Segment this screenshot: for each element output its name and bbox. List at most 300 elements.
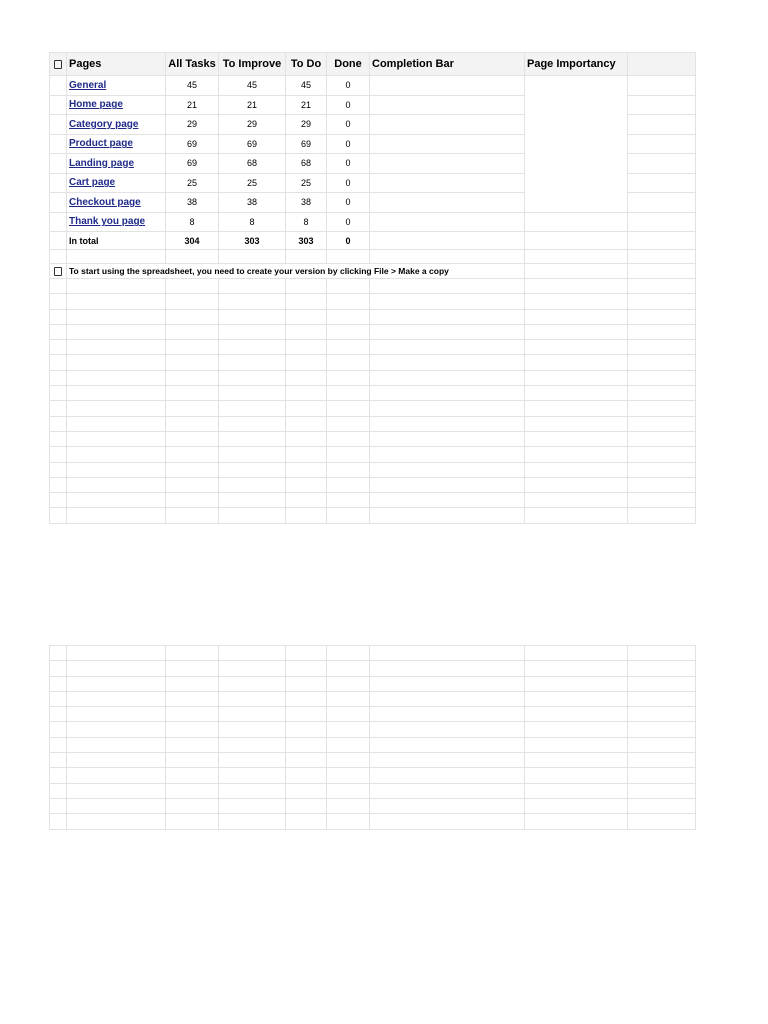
empty-cell[interactable] (286, 355, 327, 370)
empty-cell[interactable] (166, 691, 219, 706)
empty-cell[interactable] (50, 386, 67, 401)
empty-cell (628, 154, 696, 174)
empty-cell[interactable] (327, 676, 370, 691)
empty-cell[interactable] (67, 707, 166, 722)
empty-cell[interactable] (370, 477, 525, 492)
empty-cell[interactable] (327, 493, 370, 508)
empty-cell[interactable] (525, 477, 628, 492)
empty-cell[interactable] (628, 294, 696, 309)
empty-cell[interactable] (525, 324, 628, 339)
empty-cell[interactable] (628, 370, 696, 385)
empty-cell[interactable] (525, 783, 628, 798)
empty-cell[interactable] (628, 416, 696, 431)
empty-cell[interactable] (166, 431, 219, 446)
page-link[interactable]: Checkout page (69, 196, 141, 208)
empty-cell[interactable] (286, 309, 327, 324)
empty-cell[interactable] (628, 798, 696, 813)
empty-cell[interactable] (219, 722, 286, 737)
empty-cell[interactable] (327, 508, 370, 523)
empty-cell[interactable] (327, 783, 370, 798)
empty-cell[interactable] (50, 737, 67, 752)
empty-cell[interactable] (525, 447, 628, 462)
empty-cell[interactable] (370, 661, 525, 676)
empty-cell[interactable] (525, 309, 628, 324)
empty-cell[interactable] (166, 676, 219, 691)
empty-cell[interactable] (166, 294, 219, 309)
empty-cell[interactable] (370, 416, 525, 431)
empty-cell[interactable] (219, 447, 286, 462)
empty-cell[interactable] (166, 707, 219, 722)
empty-cell[interactable] (525, 370, 628, 385)
empty-cell[interactable] (166, 508, 219, 523)
empty-cell[interactable] (219, 661, 286, 676)
empty-cell[interactable] (166, 477, 219, 492)
empty-cell[interactable] (286, 661, 327, 676)
empty-cell[interactable] (50, 324, 67, 339)
empty-cell[interactable] (370, 294, 525, 309)
completion-bar-cell (370, 173, 525, 193)
empty-cell[interactable] (327, 753, 370, 768)
empty-cell[interactable] (50, 250, 67, 264)
header-completion-bar: Completion Bar (370, 53, 525, 76)
empty-cell[interactable] (286, 707, 327, 722)
empty-row (50, 646, 696, 661)
empty-cell[interactable] (525, 753, 628, 768)
empty-cell[interactable] (286, 370, 327, 385)
empty-cell[interactable] (50, 340, 67, 355)
empty-cell[interactable] (219, 462, 286, 477)
empty-cell[interactable] (525, 279, 628, 294)
empty-cell[interactable] (327, 355, 370, 370)
page-name-cell (67, 134, 166, 154)
empty-cell[interactable] (525, 707, 628, 722)
empty-cell[interactable] (327, 462, 370, 477)
empty-cell[interactable] (219, 370, 286, 385)
empty-cell[interactable] (219, 250, 286, 264)
empty-cell[interactable] (286, 324, 327, 339)
empty-cell[interactable] (327, 309, 370, 324)
empty-cell[interactable] (628, 447, 696, 462)
empty-cell[interactable] (67, 768, 166, 783)
empty-cell[interactable] (286, 737, 327, 752)
empty-cell[interactable] (219, 324, 286, 339)
page-link[interactable]: Cart page (69, 177, 116, 189)
empty-cell[interactable] (166, 250, 219, 264)
empty-cell[interactable] (525, 691, 628, 706)
page-link[interactable]: Thank you page (69, 216, 146, 228)
empty-cell[interactable] (219, 691, 286, 706)
empty-cell[interactable] (219, 798, 286, 813)
empty-cell[interactable] (628, 340, 696, 355)
empty-cell[interactable] (628, 722, 696, 737)
empty-cell[interactable] (525, 355, 628, 370)
empty-cell[interactable] (525, 661, 628, 676)
page-link[interactable]: Landing page (69, 157, 134, 169)
empty-cell[interactable] (219, 753, 286, 768)
empty-cell[interactable] (219, 294, 286, 309)
empty-cell[interactable] (370, 737, 525, 752)
checkbox-icon[interactable] (54, 267, 62, 276)
empty-cell[interactable] (50, 722, 67, 737)
row-gutter-cell (50, 134, 67, 154)
empty-cell[interactable] (286, 722, 327, 737)
empty-cell[interactable] (628, 386, 696, 401)
empty-cell[interactable] (67, 737, 166, 752)
empty-cell[interactable] (286, 814, 327, 829)
to-do-cell: 69 (286, 134, 327, 154)
page-name-cell (67, 95, 166, 115)
empty-cell[interactable] (628, 279, 696, 294)
completion-bar-cell (370, 76, 525, 96)
empty-cell[interactable] (67, 493, 166, 508)
empty-cell[interactable] (327, 646, 370, 661)
empty-cell (525, 264, 628, 279)
empty-cell[interactable] (370, 783, 525, 798)
empty-cell[interactable] (67, 814, 166, 829)
empty-cell[interactable] (370, 646, 525, 661)
empty-cell[interactable] (219, 493, 286, 508)
empty-cell[interactable] (67, 676, 166, 691)
empty-cell[interactable] (525, 401, 628, 416)
empty-cell[interactable] (525, 431, 628, 446)
empty-cell[interactable] (628, 401, 696, 416)
empty-cell[interactable] (286, 431, 327, 446)
empty-cell[interactable] (67, 370, 166, 385)
empty-cell[interactable] (327, 370, 370, 385)
empty-cell[interactable] (628, 508, 696, 523)
empty-cell[interactable] (525, 250, 628, 264)
empty-cell[interactable] (166, 370, 219, 385)
empty-cell[interactable] (327, 431, 370, 446)
empty-cell[interactable] (67, 324, 166, 339)
empty-cell[interactable] (286, 798, 327, 813)
empty-cell[interactable] (50, 661, 67, 676)
empty-cell[interactable] (327, 768, 370, 783)
empty-cell[interactable] (67, 250, 166, 264)
empty-cell[interactable] (370, 250, 525, 264)
empty-cell[interactable] (370, 707, 525, 722)
empty-cell[interactable] (628, 737, 696, 752)
empty-cell[interactable] (327, 324, 370, 339)
empty-cell[interactable] (370, 814, 525, 829)
empty-cell[interactable] (219, 416, 286, 431)
empty-cell[interactable] (67, 386, 166, 401)
empty-cell[interactable] (67, 661, 166, 676)
empty-cell[interactable] (219, 401, 286, 416)
empty-cell[interactable] (286, 768, 327, 783)
done-cell: 0 (327, 173, 370, 193)
empty-cell[interactable] (219, 309, 286, 324)
empty-cell[interactable] (628, 324, 696, 339)
empty-cell[interactable] (67, 309, 166, 324)
empty-cell[interactable] (628, 250, 696, 264)
empty-cell[interactable] (166, 646, 219, 661)
empty-cell[interactable] (166, 493, 219, 508)
empty-cell[interactable] (525, 462, 628, 477)
empty-cell[interactable] (628, 676, 696, 691)
total-label: In total (67, 232, 166, 250)
note-checkbox-cell[interactable] (50, 264, 67, 279)
empty-cell[interactable] (628, 355, 696, 370)
empty-cell[interactable] (286, 783, 327, 798)
empty-cell[interactable] (525, 814, 628, 829)
empty-cell[interactable] (628, 814, 696, 829)
empty-cell[interactable] (370, 493, 525, 508)
empty-cell[interactable] (166, 783, 219, 798)
empty-cell[interactable] (628, 309, 696, 324)
empty-cell[interactable] (327, 279, 370, 294)
empty-cell[interactable] (166, 814, 219, 829)
empty-cell[interactable] (219, 279, 286, 294)
empty-cell[interactable] (327, 447, 370, 462)
empty-cell[interactable] (50, 691, 67, 706)
empty-cell[interactable] (50, 401, 67, 416)
empty-cell[interactable] (219, 707, 286, 722)
empty-cell[interactable] (219, 355, 286, 370)
empty-cell[interactable] (327, 340, 370, 355)
empty-cell[interactable] (219, 646, 286, 661)
empty-cell[interactable] (628, 477, 696, 492)
empty-cell[interactable] (67, 646, 166, 661)
page-name-cell (67, 173, 166, 193)
empty-cell[interactable] (370, 447, 525, 462)
empty-cell[interactable] (286, 447, 327, 462)
empty-cell[interactable] (370, 279, 525, 294)
empty-cell[interactable] (50, 768, 67, 783)
empty-cell[interactable] (67, 340, 166, 355)
empty-cell[interactable] (166, 737, 219, 752)
empty-cell[interactable] (50, 309, 67, 324)
empty-cell[interactable] (327, 250, 370, 264)
to-improve-cell: 69 (219, 134, 286, 154)
empty-cell[interactable] (370, 386, 525, 401)
empty-cell[interactable] (327, 737, 370, 752)
empty-cell[interactable] (166, 753, 219, 768)
empty-cell[interactable] (628, 783, 696, 798)
empty-cell[interactable] (67, 798, 166, 813)
empty-cell[interactable] (327, 294, 370, 309)
empty-cell[interactable] (67, 355, 166, 370)
empty-cell[interactable] (67, 431, 166, 446)
empty-cell[interactable] (370, 401, 525, 416)
empty-cell[interactable] (67, 416, 166, 431)
empty-row (50, 691, 696, 706)
empty-cell[interactable] (67, 447, 166, 462)
empty-cell[interactable] (628, 768, 696, 783)
page-link[interactable]: Product page (69, 138, 133, 150)
row-gutter-cell (50, 76, 67, 96)
empty-cell[interactable] (166, 355, 219, 370)
empty-cell[interactable] (370, 462, 525, 477)
empty-cell[interactable] (286, 386, 327, 401)
empty-cell[interactable] (67, 462, 166, 477)
empty-cell[interactable] (219, 814, 286, 829)
empty-cell[interactable] (219, 783, 286, 798)
empty-cell[interactable] (166, 447, 219, 462)
empty-cell[interactable] (327, 691, 370, 706)
empty-cell[interactable] (327, 401, 370, 416)
done-cell: 0 (327, 212, 370, 232)
empty-cell[interactable] (525, 416, 628, 431)
empty-cell[interactable] (50, 783, 67, 798)
empty-cell[interactable] (370, 676, 525, 691)
empty-cell[interactable] (370, 355, 525, 370)
empty-cell[interactable] (67, 508, 166, 523)
empty-cell[interactable] (628, 431, 696, 446)
completion-bar-cell (370, 134, 525, 154)
empty-cell[interactable] (166, 798, 219, 813)
empty-cell[interactable] (370, 431, 525, 446)
empty-cell[interactable] (286, 250, 327, 264)
empty-cell[interactable] (219, 386, 286, 401)
empty-cell[interactable] (327, 661, 370, 676)
empty-cell[interactable] (370, 324, 525, 339)
empty-cell[interactable] (370, 309, 525, 324)
empty-cell[interactable] (286, 416, 327, 431)
empty-cell[interactable] (166, 462, 219, 477)
empty-cell[interactable] (286, 493, 327, 508)
empty-cell[interactable] (50, 707, 67, 722)
empty-cell[interactable] (327, 707, 370, 722)
header-checkbox-cell[interactable] (50, 53, 67, 76)
empty-cell[interactable] (166, 401, 219, 416)
empty-cell[interactable] (370, 508, 525, 523)
empty-cell[interactable] (219, 768, 286, 783)
empty-cell[interactable] (50, 798, 67, 813)
empty-cell[interactable] (166, 279, 219, 294)
empty-cell[interactable] (327, 722, 370, 737)
empty-cell[interactable] (67, 691, 166, 706)
empty-cell[interactable] (327, 477, 370, 492)
empty-cell (628, 193, 696, 213)
empty-cell[interactable] (286, 753, 327, 768)
empty-cell[interactable] (166, 768, 219, 783)
empty-cell[interactable] (628, 691, 696, 706)
empty-cell[interactable] (166, 340, 219, 355)
empty-cell[interactable] (327, 416, 370, 431)
empty-cell[interactable] (525, 493, 628, 508)
empty-cell[interactable] (50, 676, 67, 691)
empty-cell[interactable] (50, 431, 67, 446)
page-link[interactable]: Home page (69, 99, 123, 111)
header-page-importancy: Page Importancy (525, 53, 628, 76)
empty-cell[interactable] (286, 340, 327, 355)
empty-cell[interactable] (67, 294, 166, 309)
empty-cell[interactable] (628, 462, 696, 477)
row-gutter-cell (50, 193, 67, 213)
empty-cell[interactable] (370, 798, 525, 813)
empty-cell[interactable] (219, 676, 286, 691)
empty-cell[interactable] (50, 493, 67, 508)
empty-cell[interactable] (67, 401, 166, 416)
empty-cell[interactable] (628, 753, 696, 768)
empty-cell[interactable] (286, 401, 327, 416)
empty-cell[interactable] (286, 477, 327, 492)
empty-cell[interactable] (525, 508, 628, 523)
empty-cell[interactable] (50, 646, 67, 661)
empty-cell[interactable] (50, 814, 67, 829)
empty-cell[interactable] (327, 386, 370, 401)
empty-cell[interactable] (67, 753, 166, 768)
empty-cell[interactable] (370, 722, 525, 737)
empty-cell[interactable] (370, 340, 525, 355)
page-link[interactable]: Category page (69, 118, 139, 130)
empty-cell[interactable] (67, 477, 166, 492)
empty-cell[interactable] (286, 691, 327, 706)
empty-cell[interactable] (286, 646, 327, 661)
empty-row (50, 370, 696, 385)
empty-cell[interactable] (67, 279, 166, 294)
empty-cell[interactable] (525, 386, 628, 401)
empty-cell[interactable] (370, 691, 525, 706)
empty-cell[interactable] (286, 462, 327, 477)
empty-cell[interactable] (50, 370, 67, 385)
empty-cell[interactable] (50, 753, 67, 768)
empty-cell[interactable] (166, 324, 219, 339)
empty-cell[interactable] (286, 508, 327, 523)
empty-cell[interactable] (628, 646, 696, 661)
empty-cell[interactable] (327, 814, 370, 829)
empty-cell[interactable] (67, 722, 166, 737)
empty-cell[interactable] (50, 279, 67, 294)
empty-cell[interactable] (525, 722, 628, 737)
empty-cell[interactable] (370, 370, 525, 385)
empty-cell[interactable] (50, 508, 67, 523)
empty-cell[interactable] (525, 676, 628, 691)
empty-cell[interactable] (628, 707, 696, 722)
empty-cell[interactable] (50, 294, 67, 309)
empty-cell[interactable] (166, 416, 219, 431)
empty-cell[interactable] (286, 294, 327, 309)
checkbox-icon[interactable] (54, 60, 62, 69)
empty-cell[interactable] (166, 309, 219, 324)
empty-cell[interactable] (327, 798, 370, 813)
empty-cell[interactable] (50, 462, 67, 477)
empty-cell[interactable] (370, 768, 525, 783)
empty-cell[interactable] (67, 783, 166, 798)
page-link[interactable]: General (69, 79, 107, 91)
empty-cell[interactable] (219, 340, 286, 355)
empty-cell[interactable] (50, 355, 67, 370)
empty-cell[interactable] (525, 768, 628, 783)
all-tasks-cell: 21 (166, 95, 219, 115)
empty-cell[interactable] (219, 508, 286, 523)
empty-cell[interactable] (166, 386, 219, 401)
empty-cell[interactable] (219, 737, 286, 752)
empty-cell[interactable] (166, 722, 219, 737)
empty-cell[interactable] (525, 798, 628, 813)
empty-cell[interactable] (525, 737, 628, 752)
empty-row (50, 309, 696, 324)
total-to-improve: 303 (219, 232, 286, 250)
empty-cell[interactable] (50, 477, 67, 492)
empty-cell[interactable] (219, 431, 286, 446)
empty-cell[interactable] (628, 493, 696, 508)
empty-cell[interactable] (370, 753, 525, 768)
all-tasks-cell: 29 (166, 115, 219, 135)
to-do-cell: 45 (286, 76, 327, 96)
empty-cell[interactable] (286, 279, 327, 294)
empty-cell[interactable] (219, 477, 286, 492)
empty-cell[interactable] (628, 661, 696, 676)
empty-cell[interactable] (50, 416, 67, 431)
empty-cell[interactable] (166, 661, 219, 676)
empty-cell[interactable] (525, 340, 628, 355)
empty-cell[interactable] (525, 294, 628, 309)
empty-cell[interactable] (50, 447, 67, 462)
empty-cell[interactable] (286, 676, 327, 691)
empty-cell[interactable] (525, 646, 628, 661)
